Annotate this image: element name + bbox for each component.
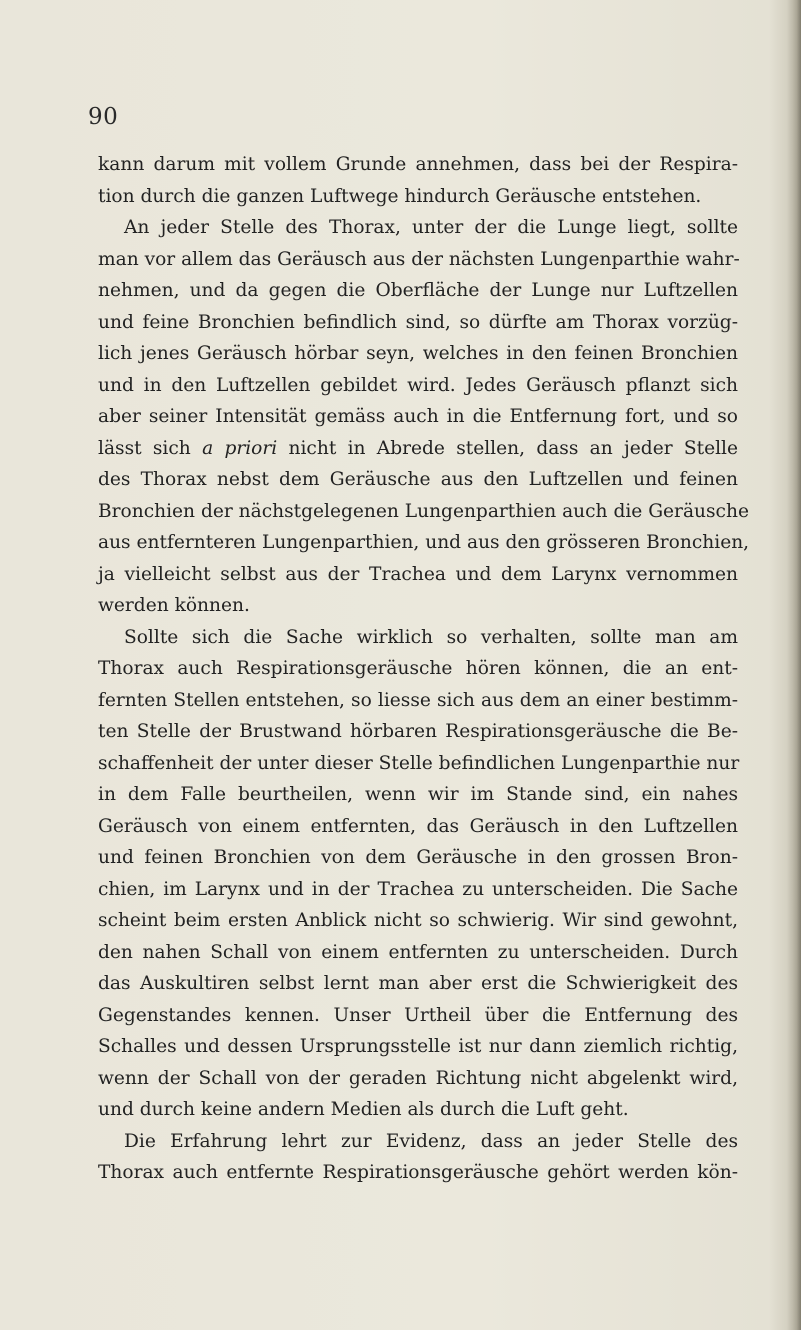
page-edge-shadow [787, 0, 801, 1330]
text-line: wenn der Schall von der geraden Richtung nicht abgelenkt wird, [98, 1067, 738, 1089]
text-line: des Thorax nebst dem Geräusche aus den Luftzellen und feinen [98, 469, 738, 490]
text-line: aus entfernteren Lungenparthien, und aus den grösseren Bronchien, [98, 532, 750, 553]
text-line: nehmen, und da gegen die Oberfläche der Lunge nur Luftzellen [98, 280, 738, 301]
text-line: lich jenes Geräusch hörbar seyn, welches in den feinen Bronchien [98, 343, 738, 364]
page-number: 90 [88, 104, 119, 130]
text-line: Thorax auch entfernte Respirationsgeräusche gehört werden kön- [98, 1162, 738, 1183]
text-line: Gegenstandes kennen. Unser Urtheil über die Entfernung des [98, 1004, 738, 1026]
text-line: aber seiner Intensität gemäss auch in die Entfernung fort, und so [98, 406, 738, 427]
text-line: Geräusch von einem entfernten, das Geräusch in den Luftzellen [98, 815, 738, 837]
italic-phrase: a priori [202, 437, 278, 459]
text-line: man vor allem das Geräusch aus der nächsten Lungenparthie wahr- [98, 248, 740, 270]
text-line: ten Stelle der Brustwand hörbaren Respirationsgeräusche die Be- [98, 721, 738, 742]
text-line: scheint beim ersten Anblick nicht so schwierig. Wir sind gewohnt, [98, 910, 738, 931]
text-line: in dem Falle beurtheilen, wenn wir im Stande sind, ein nahes [98, 784, 738, 805]
text-line: und durch keine andern Medien als durch die Luft geht. [98, 1099, 629, 1120]
text-segment: lässt sich [98, 437, 203, 459]
text-line: und feine Bronchien befindlich sind, so dürfte am Thorax vorzüg- [98, 311, 738, 333]
text-line: fernten Stellen entstehen, so liesse sich aus dem an einer bestimm- [98, 689, 738, 711]
text-line: An jeder Stelle des Thorax, unter der die Lunge liegt, sollte [124, 217, 738, 238]
text-line: kann darum mit vollem Grunde annehmen, dass bei der Respira- [98, 154, 738, 175]
text-line-with-italic [98, 433, 738, 465]
text-line: das Auskultiren selbst lernt man aber erst die Schwierigkeit des [98, 973, 738, 994]
text-line: chien, im Larynx und in der Trachea zu unterscheiden. Die Sache [98, 878, 738, 900]
text-line: Sollte sich die Sache wirklich so verhalten, sollte man am [124, 626, 738, 648]
text-line: und in den Luftzellen gebildet wird. Jedes Geräusch pflanzt sich [98, 374, 738, 396]
text-line: Thorax auch Respirationsgeräusche hören können, die an ent- [98, 658, 738, 679]
text-line: Schalles und dessen Ursprungsstelle ist nur dann ziemlich richtig, [98, 1036, 738, 1057]
text-line: ja vielleicht selbst aus der Trachea und dem Larynx vernommen [98, 563, 738, 585]
text-line: Bronchien der nächstgelegenen Lungenparthien auch die Geräusche [98, 500, 749, 522]
text-line: und feinen Bronchien von dem Geräusche in den grossen Bron- [98, 847, 738, 868]
text-line: Die Erfahrung lehrt zur Evidenz, dass an jeder Stelle des [124, 1130, 738, 1152]
body-text [98, 149, 750, 1189]
text-segment: nicht in Abrede stellen, dass an jeder Stelle [277, 437, 738, 459]
text-line: werden können. [98, 595, 250, 616]
text-line: den nahen Schall von einem entfernten zu unterscheiden. Durch [98, 941, 738, 963]
text-line: schaffenheit der unter dieser Stelle befindlichen Lungenparthie nur [98, 752, 740, 774]
text-line: tion durch die ganzen Luftwege hindurch Geräusche entstehen. [98, 185, 702, 207]
